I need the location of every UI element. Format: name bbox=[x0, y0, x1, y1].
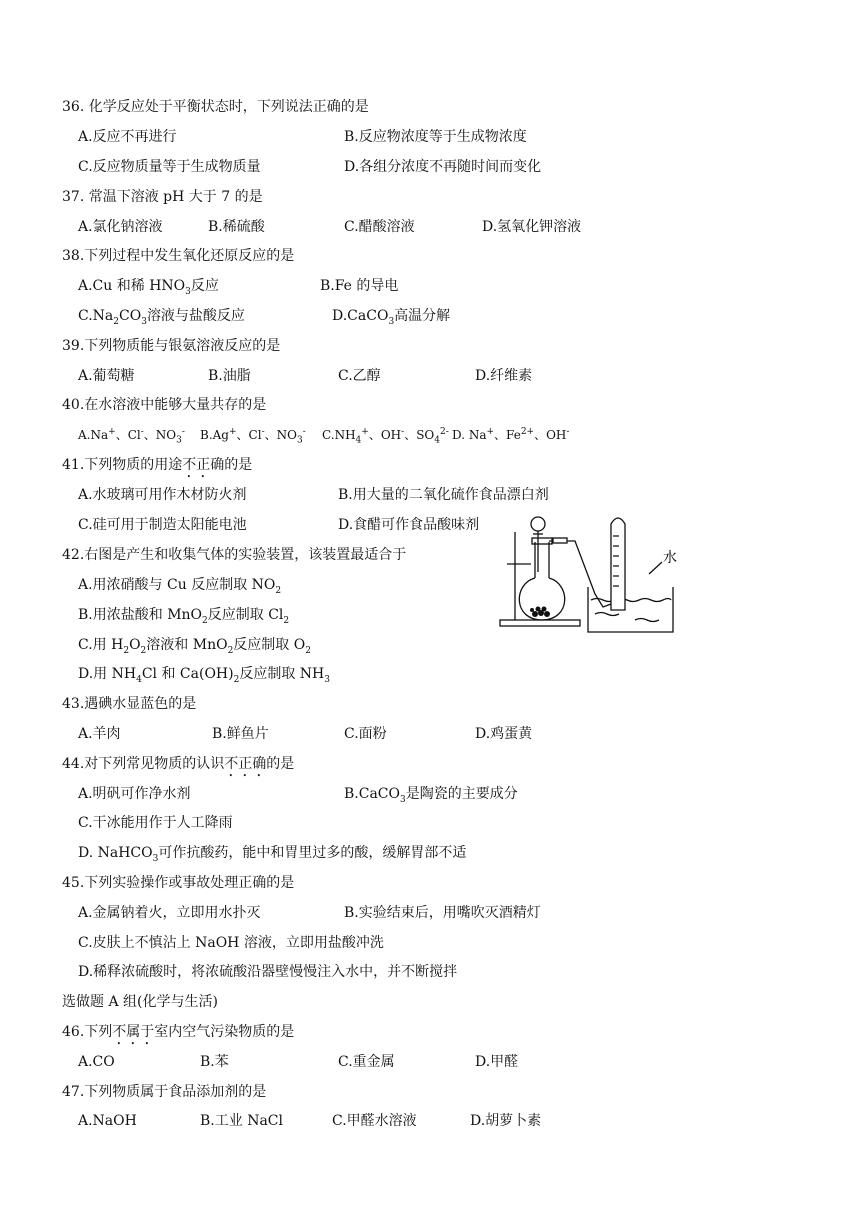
q47-option-c: C.甲醛水溶液 bbox=[332, 1113, 417, 1129]
q37-option-d: D.氢氧化钾溶液 bbox=[482, 219, 582, 235]
q41-stem: 41.下列物质的用途不正确的是 bbox=[62, 457, 253, 473]
water-label-leader bbox=[649, 562, 662, 574]
q47-stem: 47.下列物质属于食品添加剂的是 bbox=[62, 1084, 267, 1100]
q40-option-c: $C.NH_4^+$、OH-、$SO_4^{2-}$ bbox=[322, 427, 449, 446]
q46-option-a: A.CO bbox=[78, 1054, 115, 1070]
q38-option-d: D.CaCO$_3$高温分解 bbox=[332, 308, 451, 327]
q44-option-d: D. NaHCO$_3$可作抗酸药，能中和胃里过多的酸，缓解胃部不适 bbox=[78, 845, 467, 864]
q47-option-b: B.工业 NaCl bbox=[200, 1113, 283, 1129]
collecting-tube bbox=[611, 518, 625, 610]
q41-option-a: A.水玻璃可用作木材防火剂 bbox=[78, 487, 247, 503]
q45-option-d: D.稀释浓硫酸时，将浓硫酸沿器壁慢慢注入水中，并不断搅拌 bbox=[78, 964, 458, 980]
separatory-funnel bbox=[531, 517, 545, 531]
q46-option-d: D.甲醛 bbox=[475, 1054, 519, 1070]
rubber-connector bbox=[553, 538, 567, 543]
q42-option-a: A.用浓硝酸与 Cu 反应制取 $NO_2$ bbox=[78, 577, 282, 596]
q45-option-a: A.金属钠着火，立即用水扑灭 bbox=[78, 905, 261, 921]
water-surface bbox=[591, 599, 671, 602]
q39-option-b: B.油脂 bbox=[208, 368, 251, 384]
q46-option-c: C.重金属 bbox=[338, 1054, 395, 1070]
q42-stem: 42.右图是产生和收集气体的实验装置，该装置最适合于 bbox=[62, 547, 407, 563]
q42-option-c: C.用 $H_2O_2$溶液和 MnO$_2$反应制取 $O_2$ bbox=[78, 637, 311, 656]
water-ripple bbox=[595, 613, 619, 616]
gas-apparatus-diagram bbox=[495, 512, 685, 637]
q37-option-c: C.醋酸溶液 bbox=[344, 219, 415, 235]
section-heading: 选做题 A 组(化学与生活) bbox=[62, 994, 218, 1010]
water-ripple-2 bbox=[635, 619, 659, 622]
q42-option-b: B.用浓盐酸和 MnO$_2$反应制取 $Cl_2$ bbox=[78, 607, 290, 626]
q36-stem: 36. 化学反应处于平衡状态时，下列说法正确的是 bbox=[62, 99, 369, 115]
reactant-granules bbox=[530, 607, 550, 618]
q44-stem: 44.对下列常见物质的认识不正确的是 bbox=[62, 756, 295, 772]
q36-option-c: C.反应物质量等于生成物质量 bbox=[78, 159, 261, 175]
q37-option-a: A.氯化钠溶液 bbox=[78, 219, 163, 235]
q42-option-d: D.用 $NH_4Cl$ 和 $Ca(OH)_2$反应制取 $NH_3$ bbox=[78, 666, 330, 685]
stand-base bbox=[500, 620, 580, 626]
q46-stem: 46.下列不属于室内空气污染物质的是 bbox=[62, 1024, 295, 1040]
q39-option-d: D.纤维素 bbox=[475, 368, 533, 384]
q40-stem: 40.在水溶液中能够大量共存的是 bbox=[62, 397, 267, 413]
q37-option-b: B.稀硫酸 bbox=[208, 219, 265, 235]
q43-option-b: B.鲜鱼片 bbox=[212, 726, 269, 742]
q40-option-b: B.Ag+、Cl-、$NO_3^-$ bbox=[200, 427, 306, 446]
q47-option-d: D.胡萝卜素 bbox=[470, 1113, 542, 1129]
water-trough bbox=[588, 587, 673, 632]
q45-option-b: B.实验结束后，用嘴吹灭酒精灯 bbox=[344, 905, 541, 921]
q38-option-a: A.Cu 和稀 $HNO_3$反应 bbox=[78, 278, 219, 297]
q44-option-a: A.明矾可作净水剂 bbox=[78, 786, 191, 802]
q44-option-c: C.干冰能用作于人工降雨 bbox=[78, 815, 233, 831]
q39-option-a: A.葡萄糖 bbox=[78, 368, 135, 384]
q40-option-d: D. Na+、$Fe^{2+}$、OH- bbox=[452, 427, 570, 442]
q43-stem: 43.遇碘水显蓝色的是 bbox=[62, 696, 197, 712]
q41-option-c: C.硅可用于制造太阳能电池 bbox=[78, 517, 247, 533]
q36-option-b: B.反应物浓度等于生成物浓度 bbox=[344, 129, 527, 145]
q41-option-d: D.食醋可作食品酸味剂 bbox=[338, 517, 480, 533]
q36-option-d: D.各组分浓度不再随时间而变化 bbox=[344, 159, 542, 175]
q45-option-c: C.皮肤上不慎沾上 NaOH 溶液，立即用盐酸冲洗 bbox=[78, 935, 384, 951]
q43-option-c: C.面粉 bbox=[344, 726, 387, 742]
water-label: 水 bbox=[663, 550, 677, 566]
q43-option-a: A.羊肉 bbox=[78, 726, 121, 742]
q39-option-c: C.乙醇 bbox=[338, 368, 381, 384]
q47-option-a: A.NaOH bbox=[78, 1113, 137, 1129]
q43-option-d: D.鸡蛋黄 bbox=[475, 726, 533, 742]
q38-option-c: $C.Na_2CO_3$溶液与盐酸反应 bbox=[78, 308, 245, 327]
q40-option-a: A.Na+、Cl-、$NO_3^-$ bbox=[78, 427, 185, 446]
q46-option-b: B.苯 bbox=[200, 1054, 229, 1070]
q41-option-b: B.用大量的二氧化硫作食品漂白剂 bbox=[338, 487, 549, 503]
q38-stem: 38.下列过程中发生氧化还原反应的是 bbox=[62, 248, 295, 264]
q44-option-b: B.CaCO$_3$是陶瓷的主要成分 bbox=[344, 786, 518, 805]
q36-option-a: A.反应不再进行 bbox=[78, 129, 177, 145]
q37-stem: 37. 常温下溶液 pH 大于 7 的是 bbox=[62, 189, 263, 205]
q45-stem: 45.下列实验操作或事故处理正确的是 bbox=[62, 875, 295, 891]
q38-option-b: B.Fe 的导电 bbox=[320, 278, 399, 294]
delivery-tube bbox=[549, 541, 619, 607]
q39-stem: 39.下列物质能与银氨溶液反应的是 bbox=[62, 338, 281, 354]
